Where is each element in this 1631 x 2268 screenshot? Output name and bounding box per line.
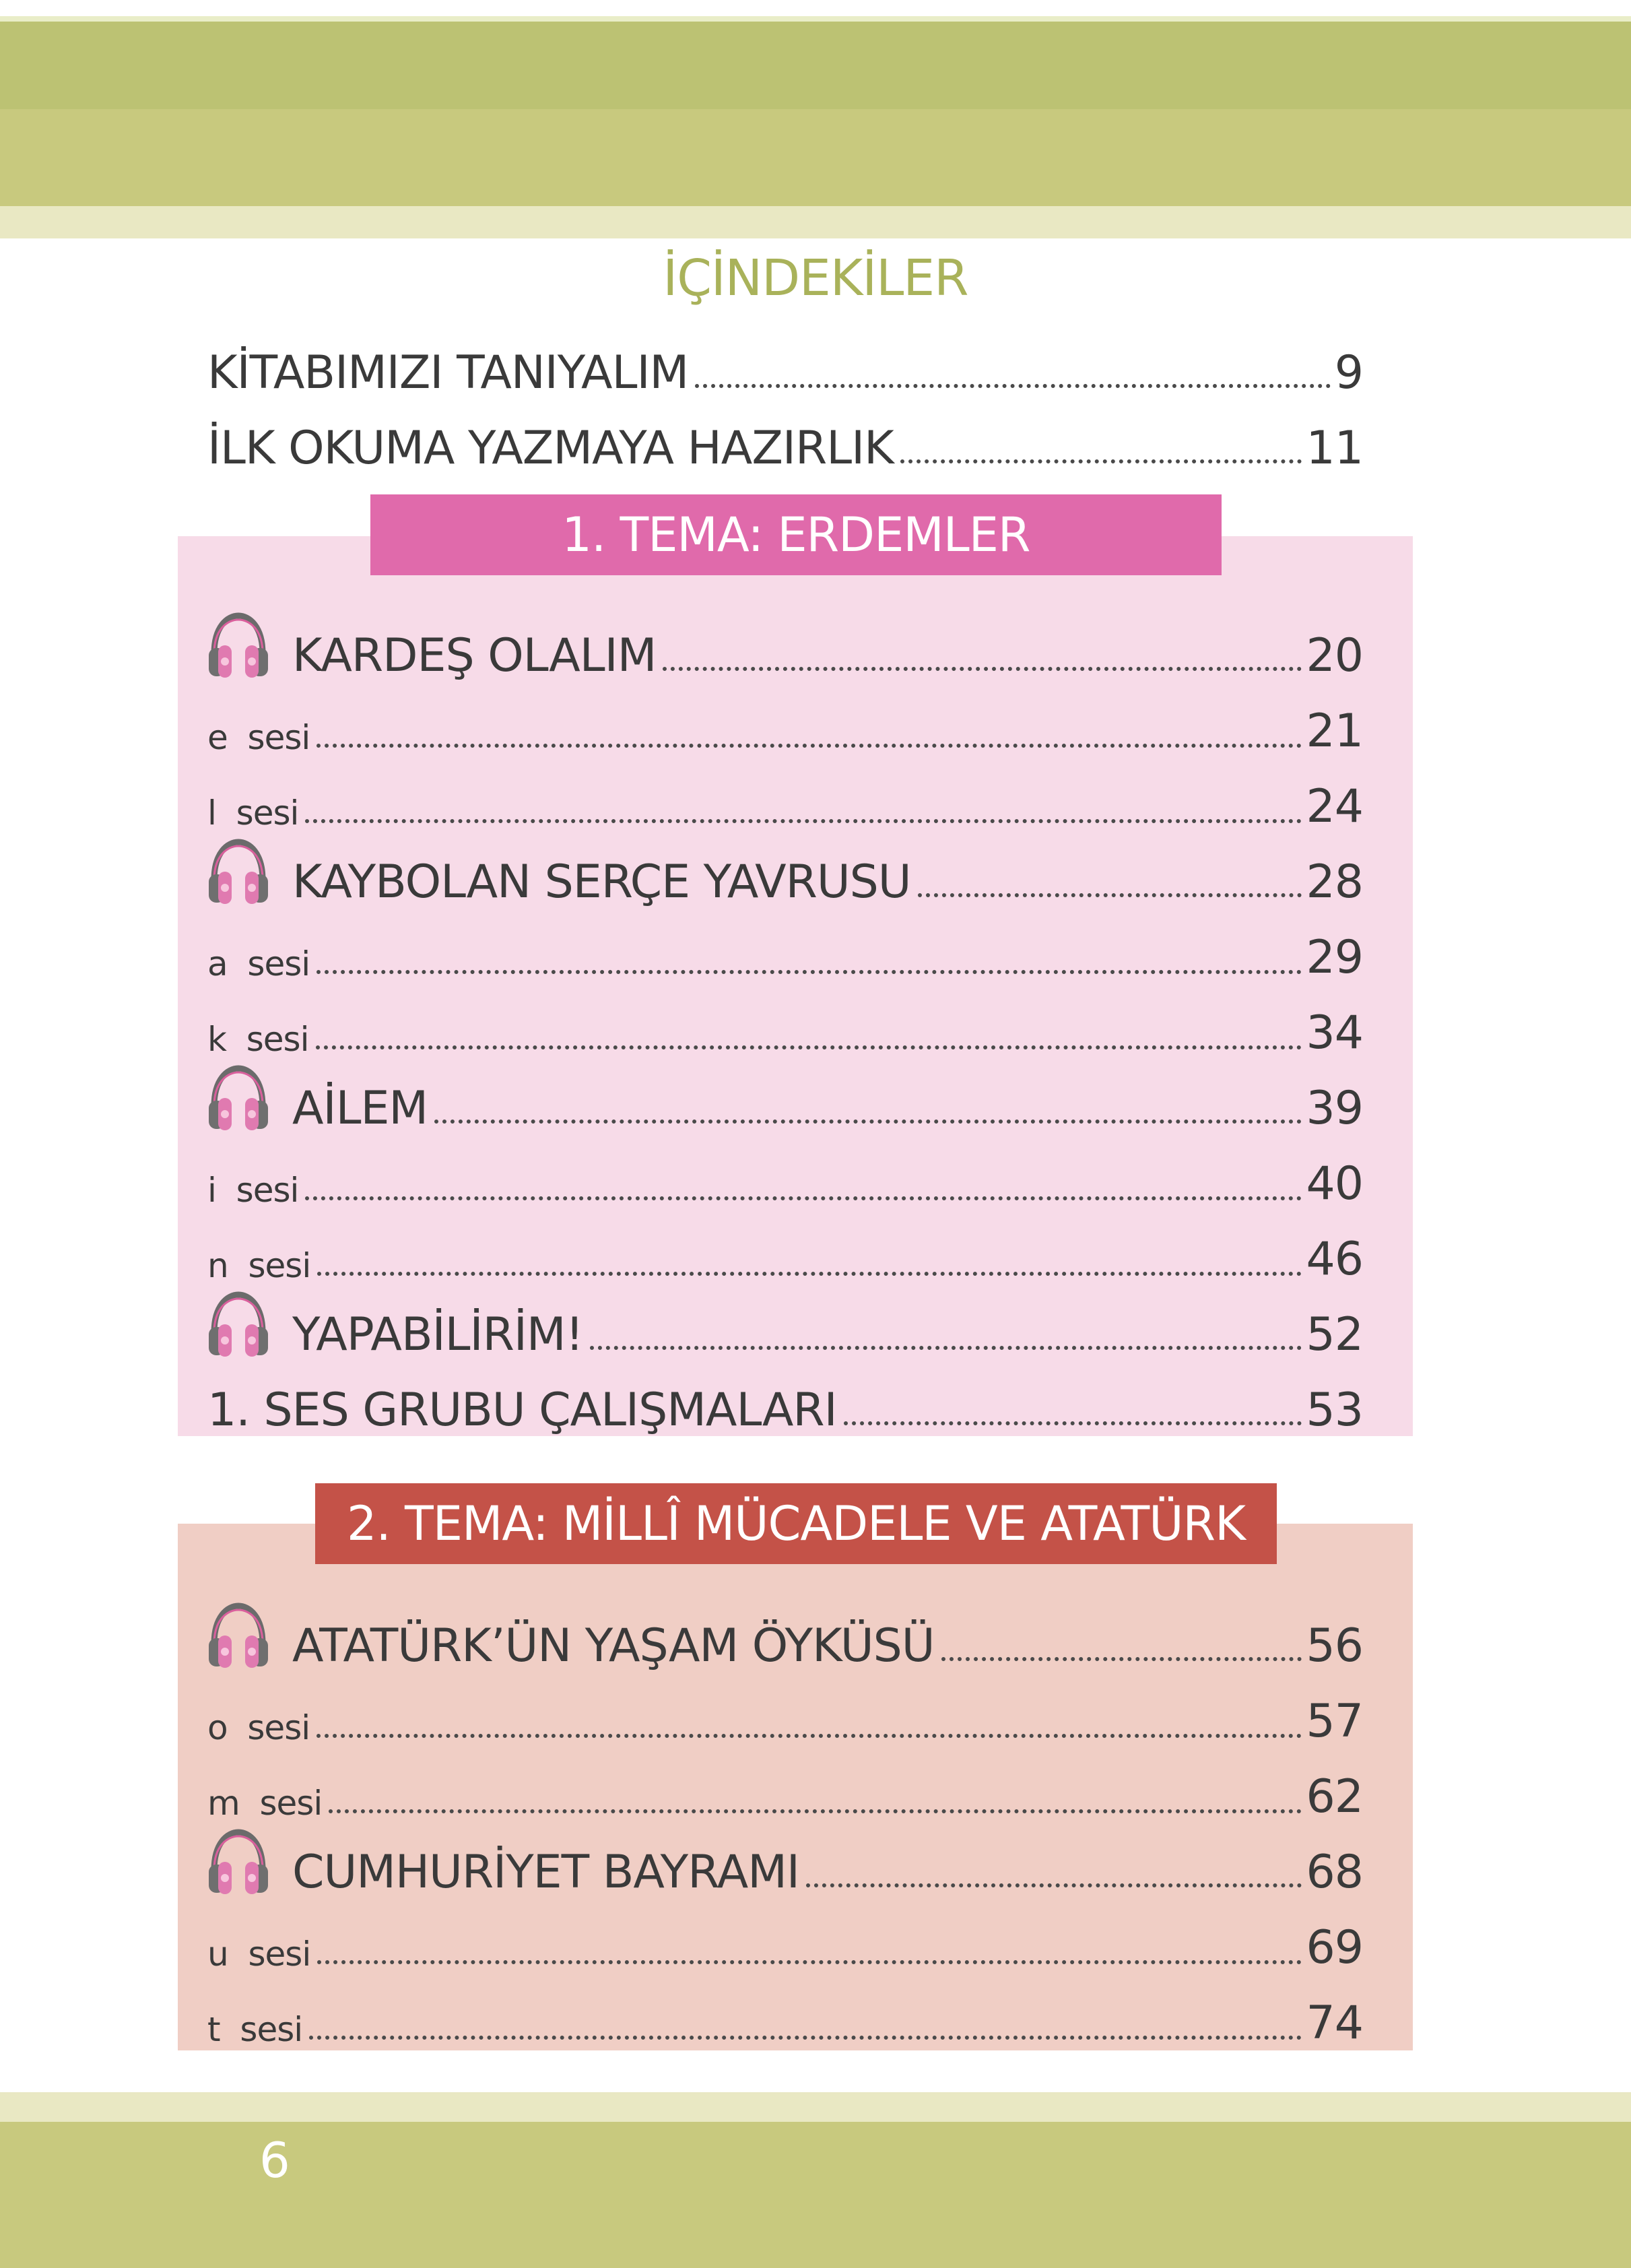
toc-entry-page: 34 <box>1306 1006 1363 1060</box>
toc-entry[interactable] <box>207 404 1363 475</box>
toc-entry-label: u sesi <box>207 1935 311 1974</box>
toc-entry-page: 68 <box>1306 1846 1363 1899</box>
toc-entry-label: İLK OKUMA YAZMAYA HAZIRLIK <box>207 422 894 475</box>
headphones-icon[interactable] <box>207 1602 269 1669</box>
page-title: İÇİNDEKİLER <box>663 249 968 307</box>
header-thin-band <box>0 16 1631 22</box>
toc-entry-page: 46 <box>1306 1233 1363 1286</box>
header-light-band <box>0 206 1631 238</box>
toc-entry[interactable] <box>207 329 1363 399</box>
toc-entry-page: 9 <box>1334 346 1363 399</box>
dot-leader <box>329 1809 1302 1813</box>
dot-leader <box>695 384 1331 388</box>
toc-entry-label: l sesi <box>207 793 299 833</box>
toc-entry-label: k sesi <box>207 1020 309 1059</box>
dot-leader <box>941 1657 1302 1661</box>
toc-entry-label: CUMHURİYET BAYRAMI <box>292 1846 799 1899</box>
headphones-icon[interactable] <box>207 612 269 679</box>
toc-entry[interactable] <box>207 989 1363 1060</box>
toc-entry-page: 21 <box>1306 705 1363 758</box>
toc-entry[interactable] <box>207 687 1363 758</box>
toc-entry-label: t sesi <box>207 2010 303 2049</box>
toc-entry-label: i sesi <box>207 1171 299 1210</box>
toc-entry-page: 57 <box>1306 1695 1363 1748</box>
toc-entry[interactable] <box>207 913 1363 984</box>
dot-leader <box>590 1346 1302 1350</box>
toc-entry-page: 62 <box>1306 1770 1363 1823</box>
toc-entry-label: a sesi <box>207 944 310 983</box>
toc-entry-label: KİTABIMIZI TANIYALIM <box>207 346 689 399</box>
footer-light-band <box>0 2092 1631 2122</box>
toc-entry-page: 53 <box>1306 1384 1363 1437</box>
headphones-icon[interactable] <box>207 1828 269 1896</box>
toc-entry-page: 56 <box>1306 1619 1363 1673</box>
toc-entry-page: 20 <box>1306 629 1363 682</box>
toc-entry-label: n sesi <box>207 1246 311 1285</box>
toc-entry-page: 11 <box>1306 422 1363 475</box>
dot-leader <box>317 1734 1302 1738</box>
dot-leader <box>305 819 1302 823</box>
dot-leader <box>317 970 1302 974</box>
dot-leader <box>918 893 1302 897</box>
toc-entry[interactable] <box>207 1291 1363 1361</box>
toc-entry-page: 28 <box>1306 855 1363 909</box>
toc-entry-label: o sesi <box>207 1708 310 1747</box>
page-number: 6 <box>259 2132 290 2189</box>
toc-entry[interactable] <box>207 1904 1363 1974</box>
theme-1-header: 1. TEMA: ERDEMLER <box>370 494 1222 575</box>
toc-entry-page: 69 <box>1306 1921 1363 1974</box>
dot-leader <box>844 1421 1302 1425</box>
headphones-icon[interactable] <box>207 838 269 905</box>
toc-entry-label: 1. SES GRUBU ÇALIŞMALARI <box>207 1384 837 1437</box>
toc-entry[interactable] <box>207 1215 1363 1286</box>
toc-entry-page: 52 <box>1306 1308 1363 1361</box>
toc-entry[interactable] <box>207 1140 1363 1210</box>
toc-entry-label: m sesi <box>207 1784 323 1823</box>
toc-entry-label: AİLEM <box>292 1082 428 1135</box>
toc-entry-label: KAYBOLAN SERÇE YAVRUSU <box>292 855 911 909</box>
headphones-icon[interactable] <box>207 1291 269 1358</box>
toc-entry[interactable] <box>207 612 1363 682</box>
toc-entry-page: 24 <box>1306 780 1363 833</box>
toc-entry[interactable] <box>207 1979 1363 2050</box>
dot-leader <box>663 667 1302 671</box>
toc-entry[interactable] <box>207 1602 1363 1673</box>
dot-leader <box>317 744 1302 748</box>
toc-entry-page: 74 <box>1306 1997 1363 2050</box>
dot-leader <box>309 2036 1302 2040</box>
toc-entry-page: 29 <box>1306 931 1363 984</box>
toc-entry[interactable] <box>207 1753 1363 1823</box>
toc-entry-label: KARDEŞ OLALIM <box>292 629 657 682</box>
footer-band <box>0 2122 1631 2268</box>
toc-entry[interactable] <box>207 1828 1363 1899</box>
toc-entry[interactable] <box>207 763 1363 833</box>
dot-leader <box>317 1272 1302 1276</box>
headphones-icon[interactable] <box>207 1064 269 1132</box>
toc-entry-label: e sesi <box>207 718 310 757</box>
toc-entry-page: 39 <box>1306 1082 1363 1135</box>
toc-entry-page: 40 <box>1306 1157 1363 1210</box>
toc-entry[interactable] <box>207 838 1363 909</box>
dot-leader <box>317 1960 1302 1964</box>
dot-leader <box>900 459 1302 463</box>
theme-2-header: 2. TEMA: MİLLÎ MÜCADELE VE ATATÜRK <box>315 1483 1277 1564</box>
toc-entry-label: ATATÜRK’ÜN YAŞAM ÖYKÜSÜ <box>292 1619 935 1673</box>
dot-leader <box>434 1120 1302 1124</box>
toc-entry[interactable] <box>207 1366 1363 1437</box>
toc-entry[interactable] <box>207 1677 1363 1748</box>
dot-leader <box>316 1045 1302 1049</box>
toc-entry[interactable] <box>207 1064 1363 1135</box>
dot-leader <box>806 1883 1302 1887</box>
header-band <box>0 22 1631 206</box>
dot-leader <box>305 1196 1302 1200</box>
toc-entry-label: YAPABİLİRİM! <box>292 1308 583 1361</box>
